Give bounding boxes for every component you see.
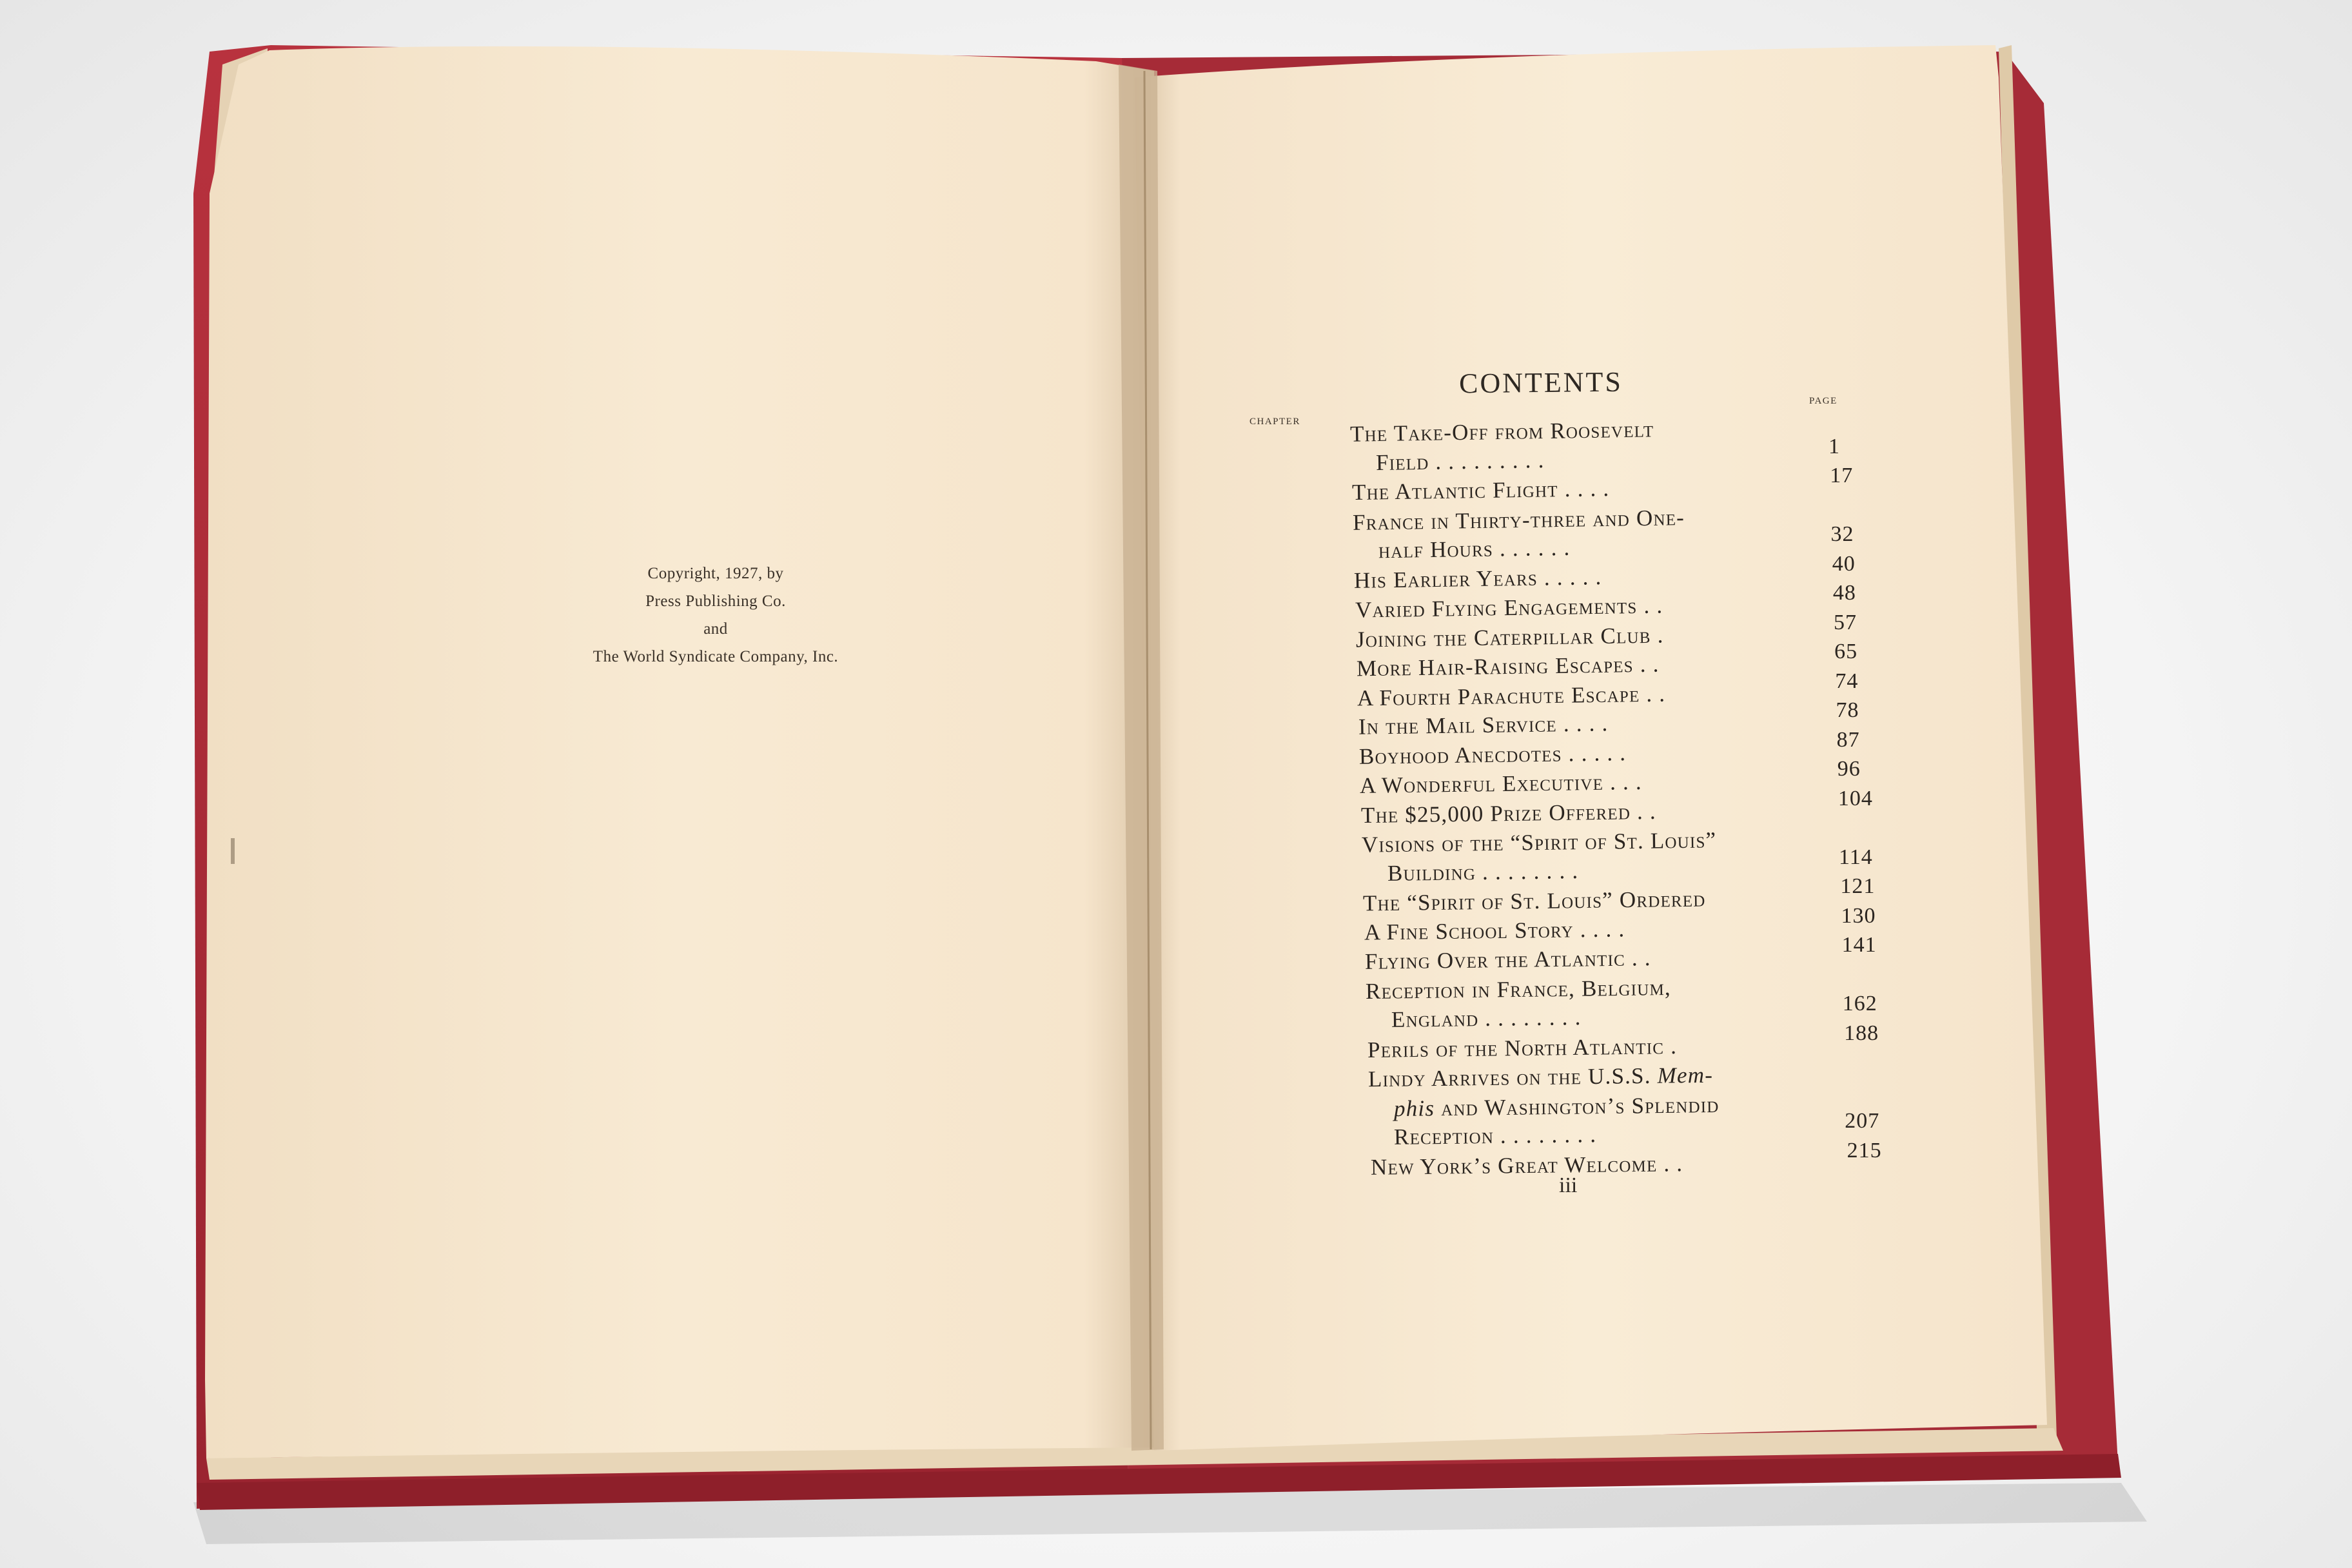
toc-page-number: 215: [1847, 1138, 1882, 1162]
toc-entry-text: His Earlier Years . . . . .: [1354, 564, 1603, 593]
toc-page-number: 104: [1838, 786, 1873, 810]
page-folio: iii: [1559, 1173, 1578, 1197]
chapter-column-header: CHAPTER: [1250, 416, 1300, 427]
toc-entry-text: Field . . . . . . . . .: [1375, 447, 1545, 475]
toc-entry-text: France in Thirty-three and One-: [1352, 504, 1685, 535]
toc-entry-text: Lindy Arrives on the U.S.S. Mem-: [1367, 1062, 1714, 1092]
toc-page-number: 130: [1841, 903, 1876, 928]
toc-page-number: 188: [1844, 1021, 1879, 1045]
toc-entry-text: A Fine School Story . . . .: [1364, 916, 1625, 945]
copyright-line: The World Syndicate Company, Inc.: [593, 648, 839, 665]
toc-page-number: 32: [1830, 522, 1854, 546]
toc-entry-text: Reception in France, Belgium,: [1365, 974, 1672, 1004]
toc-entry-text: phis and Washington’s Splendid: [1393, 1092, 1720, 1121]
toc-page-number: 74: [1835, 669, 1859, 693]
toc-entry-text: Perils of the North Atlantic .: [1367, 1033, 1678, 1063]
toc-entry-text: Visions of the “Spirit of St. Louis”: [1361, 827, 1717, 858]
toc-entry-text: The Take-Off from Roosevelt: [1349, 416, 1654, 447]
toc-page-number: 65: [1834, 640, 1858, 663]
toc-entry-text: The $25,000 Prize Offered . .: [1360, 798, 1656, 828]
toc-page-number: 96: [1837, 757, 1861, 781]
toc-entry-text: More Hair-Raising Escapes . .: [1356, 651, 1660, 681]
toc-entry-text: half Hours . . . . . .: [1378, 534, 1571, 564]
toc-entry-text: Joining the Caterpillar Club .: [1355, 622, 1664, 652]
left-page: [205, 46, 1161, 1458]
toc-page-number: 162: [1842, 992, 1877, 1015]
toc-page-number: 121: [1840, 874, 1876, 898]
contents-title: CONTENTS: [1458, 366, 1623, 400]
toc-entry-text: In the Mail Service . . . .: [1358, 710, 1609, 740]
page-column-header: PAGE: [1809, 396, 1838, 406]
copyright-line: and: [703, 620, 728, 638]
toc-entry-text: Varied Flying Engagements . .: [1355, 593, 1663, 623]
toc-entry-text: Flying Over the Atlantic . .: [1364, 945, 1651, 974]
toc-entry-text: A Fourth Parachute Escape . .: [1357, 681, 1666, 710]
toc-entry-text: The “Spirit of St. Louis” Ordered: [1363, 886, 1707, 916]
toc-page-number: 17: [1830, 464, 1854, 487]
toc-page-number: 141: [1841, 933, 1877, 957]
toc-entry-text: Building . . . . . . . .: [1387, 858, 1579, 886]
copyright-line: Press Publishing Co.: [645, 593, 786, 610]
toc-entry-text: Reception . . . . . . . .: [1393, 1122, 1597, 1150]
toc-page-number: 114: [1839, 845, 1873, 869]
toc-page-number: 78: [1836, 698, 1859, 722]
toc-entry-text: England . . . . . . . .: [1391, 1004, 1582, 1032]
toc-page-number: 40: [1832, 551, 1856, 576]
toc-page-number: 57: [1834, 610, 1857, 634]
copyright-line: Copyright, 1927, by: [647, 565, 784, 582]
toc-page-number: 1: [1828, 434, 1840, 458]
toc-page-number: 87: [1836, 727, 1860, 752]
toc-entry-text: A Wonderful Executive . . .: [1360, 769, 1643, 799]
toc-entry-text: The Atlantic Flight . . . .: [1351, 475, 1610, 505]
copyright-notice: [535, 560, 896, 671]
toc-page-number: 48: [1832, 581, 1856, 605]
toc-entry-text: Boyhood Anecdotes . . . . .: [1358, 740, 1627, 769]
toc-page-number: 207: [1845, 1109, 1880, 1133]
toc-entry-text: New York’s Great Welcome . .: [1370, 1150, 1683, 1180]
